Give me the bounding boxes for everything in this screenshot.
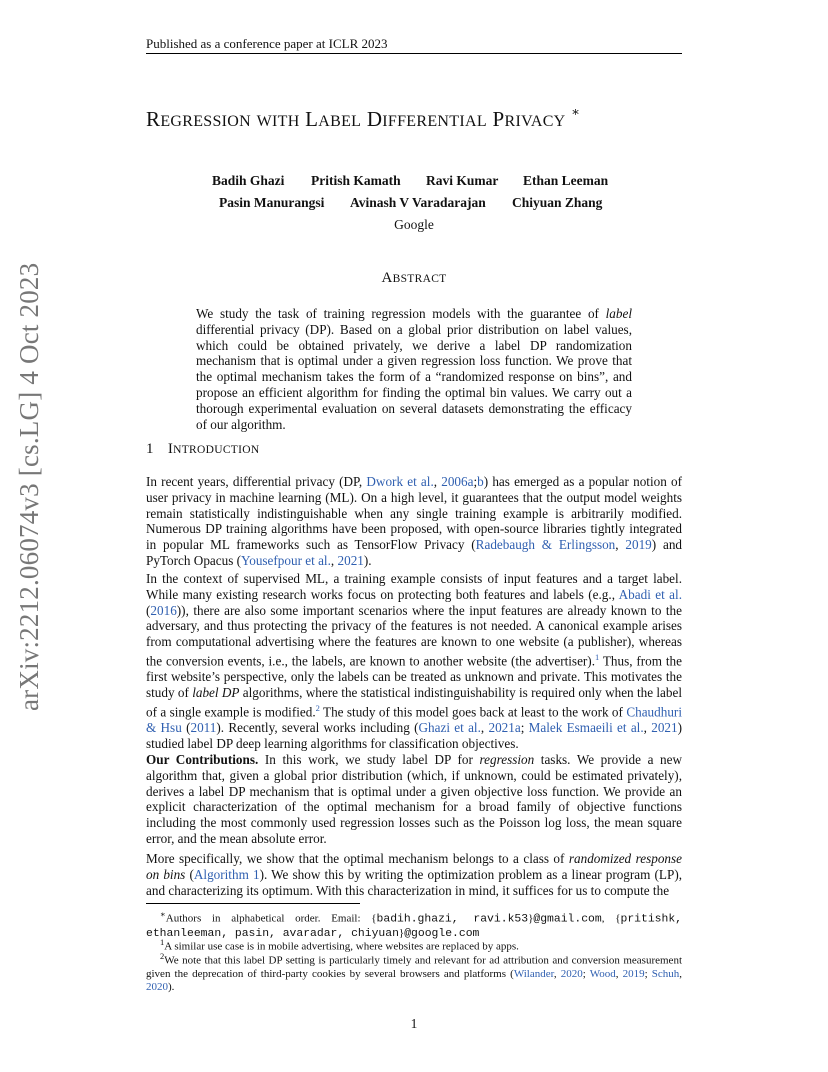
citation-link[interactable]: 2019 xyxy=(622,967,645,980)
citation-link[interactable]: 2021 xyxy=(337,552,364,568)
citation-link[interactable]: Yousefpour et al. xyxy=(241,552,331,568)
citation-link[interactable]: 2011 xyxy=(190,719,217,735)
section-heading-introduction: 1 INTRODUCTION xyxy=(146,441,260,457)
author-6: Avinash V Varadarajan xyxy=(350,195,486,210)
title-footnote-mark: ∗ xyxy=(571,104,581,119)
footnote-link-2[interactable]: 2 xyxy=(315,702,320,713)
author-2: Pritish Kamath xyxy=(311,173,401,188)
author-7: Chiyuan Zhang xyxy=(512,195,603,210)
citation-link[interactable]: 2019 xyxy=(625,537,652,553)
abstract-body: We study the task of training regression models with the guarantee of label differential privacy (DP). Based on a global prior distribution on label values, which could be obtained privately, we derive a label DP randomization mechanism that is optimal under a given regression loss function. We prove that the optimal mechanism takes the form of a “randomized response on bins”, and propose an efficient algorithm for finding the optimal bin values. We carry out a thorough experimental evaluation on several datasets demonstrating the efficacy of our algorithm. xyxy=(196,306,632,432)
running-header: Published as a conference paper at ICLR 2023 xyxy=(146,36,388,51)
citation-link[interactable]: Wood xyxy=(589,967,616,980)
citation-link[interactable]: 2020 xyxy=(146,981,168,994)
footnote-1: $^1$A similar use case is in mobile advertising, where websites are replaced by apps. xyxy=(160,937,519,953)
intro-paragraph-4: More specifically, we show that the optimal mechanism belongs to a class of randomized response on bins (Algorithm 1). We show this by writing the optimization problem as a linear program (LP), and characterizing its optimum. With this characterization in mind, it suffices for us to compute the xyxy=(146,851,683,898)
algorithm-link[interactable]: Algorithm 1 xyxy=(193,866,260,882)
author-3: Ravi Kumar xyxy=(426,173,499,188)
page-number: 1 xyxy=(410,1016,418,1031)
citation-link[interactable]: Wilander xyxy=(513,967,554,980)
citation-link[interactable]: Schuh xyxy=(651,967,680,980)
citation-link[interactable]: Ghazi et al. xyxy=(418,719,481,735)
citation-link[interactable]: Malek Esmaeili et al. xyxy=(528,719,644,735)
author-5: Pasin Manurangsi xyxy=(219,195,325,210)
footnote-authors: ∗Authors in alphabetical order. Email: {badih.ghazi, ravi.k53}@gmail.com, {pritishk, ethanleeman, pasin, avaradar, chiyuan}@google.com xyxy=(146,909,683,940)
citation-link[interactable]: Radebaugh & Erlingsson xyxy=(475,537,616,553)
citation-link[interactable]: 2006a xyxy=(441,474,474,489)
affiliation: Google xyxy=(394,217,434,232)
citation-link[interactable]: b xyxy=(477,474,484,489)
title-text: REGRESSION WITH LABEL DIFFERENTIAL PRIVACY xyxy=(146,107,566,131)
author-1: Badih Ghazi xyxy=(212,173,285,188)
citation-link[interactable]: 2021a xyxy=(488,719,521,735)
intro-paragraph-2: In the context of supervised ML, a training example consists of input features and a target label. While many existing research works focus on protecting both features and labels (e.g., Abadi et al. (2016)), there are also some important scenarios where the input features are already known to the adversary, and thus protecting the privacy of the features is not needed. A canonical example arises from computational advertising where the features are known to one website (a publisher), whereas the conversion events, i.e., the labels, are known to another website (the advertiser).$^1$ Thus, from the first website’s perspective, only the labels can be treated as unknown and private. This motivates the study of label DP algorithms, where the statistical indistinguishability is required only when the label of a single example is modified.$^2$ The study of this model goes back at least to the work of Chaudhuri & Hsu (2011). Recently, several works including (Ghazi et al., 2021a; Malek Esmaeili et al., 2021) studied label DP deep learning algorithms for classification objectives. xyxy=(146,571,683,751)
author-4: Ethan Leeman xyxy=(523,173,609,188)
footnote-link-1[interactable]: 1 xyxy=(595,651,600,662)
citation-link[interactable]: Chaudhuri & Hsu xyxy=(146,704,682,735)
abstract-heading: ABSTRACT xyxy=(381,270,447,286)
intro-paragraph-3: Our Contributions. In this work, we study label DP for regression tasks. We provide a new algorithm that, given a global prior distribution (which, if unknown, could be estimated privately), derives a label DP mechanism that is optimal under a given objective loss function. We provide an explicit characterization of the optimal mechanism for a broad family of objective functions including the most commonly used regression losses such as the Poisson log loss, the mean square error, and the mean absolute error. xyxy=(146,752,682,846)
footnote-rule xyxy=(146,903,360,904)
header-rule xyxy=(146,53,682,54)
citation-link[interactable]: 2016 xyxy=(150,602,177,618)
arxiv-stamp: arXiv:2212.06074v3 [cs.LG] 4 Oct 2023 xyxy=(14,262,44,711)
intro-paragraph-1: In recent years, differential privacy (DP, Dwork et al., 2006a;b) has emerged as a popular notion of user privacy in machine learning (ML). On a high level, it guarantees that the output model weights remain statistically indistinguishable when any single training example is arbitrarily modified. Numerous DP training algorithms have been proposed, with open-source libraries tightly integrated in popular ML frameworks such as TensorFlow Privacy (Radebaugh & Erlingsson, 2019) and PyTorch Opacus (Yousefpour et al., 2021). xyxy=(146,474,683,568)
paper-title xyxy=(146,106,686,132)
citation-link[interactable]: Abadi et al. xyxy=(618,586,682,602)
footnote-2: $^2$We note that this label DP setting is particularly timely and relevant for ad attribution and conversion measurement given the deprecation of third-party cookies by several browsers and platforms (Wilander, 2020; Wood, 2019; Schuh, 2020). xyxy=(146,951,683,994)
citation-link[interactable]: 2021 xyxy=(651,719,678,735)
citation-link[interactable]: Dwork et al. xyxy=(366,474,434,489)
citation-link[interactable]: 2020 xyxy=(560,967,583,980)
